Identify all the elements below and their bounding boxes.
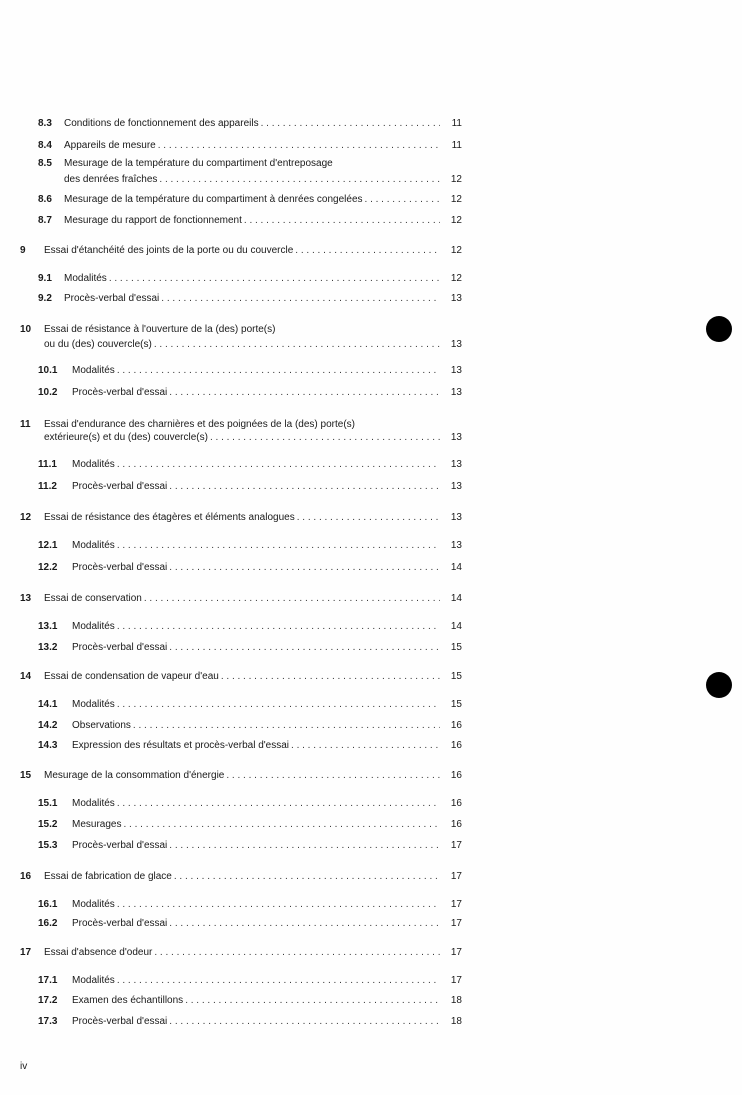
page-ref: 15 <box>450 671 462 682</box>
page-ref: 13 <box>450 432 462 443</box>
section-number: 10.2 <box>38 387 58 398</box>
page-ref: 16 <box>450 740 462 751</box>
section-title: Essai de résistance des étagères et éléments analogues <box>44 512 295 523</box>
dot-leader <box>261 117 440 130</box>
section-title: Mesurage de la température du compartiment à denrées congelées <box>64 194 363 205</box>
section-number: 16.1 <box>38 899 58 910</box>
section-title: Procès-verbal d'essai <box>72 1016 168 1027</box>
section-title: Essai de résistance à l'ouverture de la (des) porte(s) <box>44 324 276 335</box>
dot-leader <box>169 480 440 493</box>
dot-leader <box>226 769 440 782</box>
page-ref: 16 <box>450 720 462 731</box>
page-ref: 12 <box>450 245 462 256</box>
page-ref: 13 <box>450 365 462 376</box>
section-number: 15 <box>20 770 32 781</box>
section-number: 15.2 <box>38 819 58 830</box>
section-title: Essai de condensation de vapeur d'eau <box>44 671 219 682</box>
page-ref: 13 <box>450 293 462 304</box>
page-ref: 18 <box>450 1016 462 1027</box>
section-title: Mesurage de la température du compartiment d'entreposage <box>64 158 333 169</box>
page-ref: 13 <box>450 459 462 470</box>
section-title: Procès-verbal d'essai <box>72 562 168 573</box>
section-title: Essai d'étanchéité des joints de la porte ou du couvercle <box>44 245 294 256</box>
dot-leader <box>123 818 440 831</box>
section-title: Modalités <box>72 798 115 809</box>
dot-leader <box>169 917 440 930</box>
section-number: 9.1 <box>38 273 52 284</box>
dot-leader <box>161 292 440 305</box>
section-number: 12 <box>20 512 32 523</box>
dot-leader <box>117 539 440 552</box>
section-title: Procès-verbal d'essai <box>72 642 168 653</box>
section-number: 16 <box>20 871 32 882</box>
section-number: 17 <box>20 947 32 958</box>
section-number: 12.1 <box>38 540 58 551</box>
page-ref: 16 <box>450 770 462 781</box>
dot-leader <box>185 994 440 1007</box>
page-ref: 12 <box>450 174 462 185</box>
section-title: Essai de fabrication de glace <box>44 871 172 882</box>
section-title: Modalités <box>72 899 115 910</box>
dot-leader <box>169 386 440 399</box>
dot-leader <box>117 364 440 377</box>
section-title: Modalités <box>72 540 115 551</box>
page-ref: 17 <box>450 871 462 882</box>
section-title: Modalités <box>72 459 115 470</box>
section-title: ou du (des) couvercle(s) <box>44 339 152 350</box>
page-ref: 17 <box>450 899 462 910</box>
section-number: 14.3 <box>38 740 58 751</box>
section-title: Procès-verbal d'essai <box>72 387 168 398</box>
dot-leader <box>158 139 440 152</box>
page-ref: 12 <box>450 273 462 284</box>
section-number: 17.1 <box>38 975 58 986</box>
page-ref: 17 <box>450 918 462 929</box>
dot-leader <box>154 946 440 959</box>
section-number: 8.4 <box>38 140 52 151</box>
section-number: 11 <box>20 419 31 430</box>
page-ref: 17 <box>450 975 462 986</box>
dot-leader <box>159 173 440 186</box>
section-number: 15.3 <box>38 840 58 851</box>
page-number: iv <box>20 1061 28 1072</box>
section-number: 11.1 <box>38 459 57 470</box>
dot-leader <box>154 338 440 351</box>
dot-leader <box>291 739 440 752</box>
section-title: Essai d'absence d'odeur <box>44 947 153 958</box>
dot-leader <box>365 193 440 206</box>
dot-leader <box>169 1015 440 1028</box>
page-ref: 14 <box>450 562 462 573</box>
section-title: Procès-verbal d'essai <box>72 481 168 492</box>
dot-leader <box>144 592 440 605</box>
dot-leader <box>244 214 440 227</box>
section-number: 9 <box>20 245 26 256</box>
section-number: 8.5 <box>38 158 52 169</box>
section-title: Modalités <box>72 975 115 986</box>
page-ref: 15 <box>450 699 462 710</box>
section-number: 9.2 <box>38 293 52 304</box>
section-title: Procès-verbal d'essai <box>72 918 168 929</box>
section-title: Examen des échantillons <box>72 995 184 1006</box>
section-title: Modalités <box>72 699 115 710</box>
dot-leader <box>221 670 440 683</box>
section-title: Mesurage de la consommation d'énergie <box>44 770 225 781</box>
section-title: Modalités <box>72 365 115 376</box>
section-title: Modalités <box>72 621 115 632</box>
section-number: 17.3 <box>38 1016 58 1027</box>
section-number: 13 <box>20 593 32 604</box>
section-number: 15.1 <box>38 798 58 809</box>
section-number: 8.3 <box>38 118 52 129</box>
dot-leader <box>169 641 440 654</box>
section-number: 13.1 <box>38 621 58 632</box>
section-number: 14.1 <box>38 699 58 710</box>
section-title: Expression des résultats et procès-verbal d'essai <box>72 740 290 751</box>
dot-leader <box>174 870 440 883</box>
section-title: des denrées fraîches <box>64 174 158 185</box>
page-ref: 17 <box>450 840 462 851</box>
section-number: 13.2 <box>38 642 58 653</box>
page-ref: 13 <box>450 387 462 398</box>
section-title: Mesurages <box>72 819 122 830</box>
dot-leader <box>117 797 440 810</box>
section-title: Procès-verbal d'essai <box>64 293 160 304</box>
dot-leader <box>297 511 440 524</box>
section-title: Appareils de mesure <box>64 140 156 151</box>
page-ref: 12 <box>450 194 462 205</box>
section-number: 11.2 <box>38 481 57 492</box>
dot-leader <box>109 272 440 285</box>
dot-leader <box>210 431 440 444</box>
section-title: Essai de conservation <box>44 593 142 604</box>
section-number: 10 <box>20 324 32 335</box>
page-ref: 15 <box>450 642 462 653</box>
page-ref: 16 <box>450 798 462 809</box>
section-title: Observations <box>72 720 131 731</box>
page-ref: 13 <box>450 540 462 551</box>
section-title: Essai d'endurance des charnières et des poignées de la (des) porte(s) <box>44 419 355 430</box>
page-ref: 18 <box>450 995 462 1006</box>
section-title: extérieure(s) et du (des) couvercle(s) <box>44 432 208 443</box>
dot-leader <box>169 561 440 574</box>
dot-leader <box>117 898 440 911</box>
page-ref: 16 <box>450 819 462 830</box>
dot-leader <box>295 244 440 257</box>
dot-leader <box>117 698 440 711</box>
page-ref: 11 <box>451 140 462 151</box>
section-number: 16.2 <box>38 918 58 929</box>
page-ref: 11 <box>451 118 462 129</box>
dot-leader <box>133 719 440 732</box>
section-number: 8.7 <box>38 215 52 226</box>
page-ref: 13 <box>450 512 462 523</box>
punch-hole <box>706 672 732 698</box>
page-ref: 14 <box>450 621 462 632</box>
page-ref: 17 <box>450 947 462 958</box>
section-title: Procès-verbal d'essai <box>72 840 168 851</box>
page-ref: 13 <box>450 481 462 492</box>
dot-leader <box>117 620 440 633</box>
page-ref: 12 <box>450 215 462 226</box>
dot-leader <box>117 974 440 987</box>
page-ref: 13 <box>450 339 462 350</box>
section-number: 12.2 <box>38 562 58 573</box>
section-number: 10.1 <box>38 365 58 376</box>
section-title: Mesurage du rapport de fonctionnement <box>64 215 242 226</box>
section-number: 14 <box>20 671 32 682</box>
section-number: 17.2 <box>38 995 58 1006</box>
section-title: Conditions de fonctionnement des appareils <box>64 118 259 129</box>
section-title: Modalités <box>64 273 107 284</box>
page-ref: 14 <box>450 593 462 604</box>
dot-leader <box>169 839 440 852</box>
section-number: 8.6 <box>38 194 52 205</box>
punch-hole <box>706 316 732 342</box>
dot-leader <box>117 458 440 471</box>
section-number: 14.2 <box>38 720 58 731</box>
